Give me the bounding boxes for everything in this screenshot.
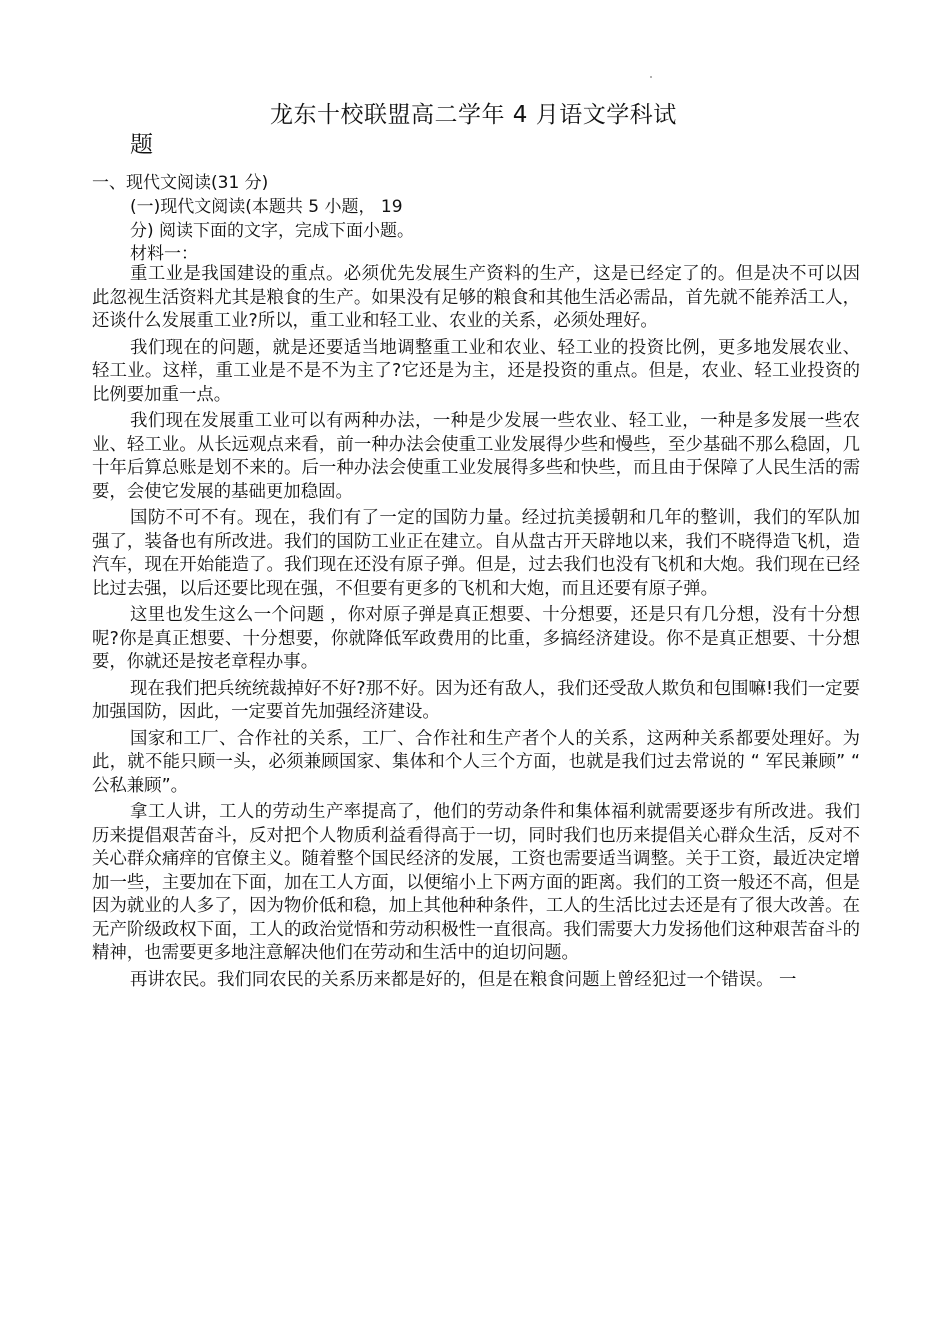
material-label: 材料一：: [130, 244, 198, 264]
paragraph-1: 重工业是我国建设的重点。必须优先发展生产资料的生产，这是已经定了的。但是决不可以因此忽视生活资料尤其是粮食的生产。如果没有足够的粮食和其他生活必需品，首先就不能养活工人，还谈什么发展重工业?所以，重工业和轻工业、农业的关系，必须处理好。: [92, 264, 860, 331]
scan-dot: [650, 76, 652, 78]
paragraph-4: 国防不可不有。现在，我们有了一定的国防力量。经过抗美援朝和几年的整训，我们的军队加强了，装备也有所改进。我们的国防工业正在建立。自从盘古开天辟地以来，我们不晓得造飞机，造汽车，现在开始能造了。我们现在还没有原子弹。但是，过去我们也没有飞机和大炮。我们现在已经比过去强，以后还要比现在强，不但要有更多的飞机和大炮，而且还要有原子弹。: [92, 508, 860, 599]
paragraph-3: 我们现在发展重工业可以有两种办法，一种是少发展一些农业、轻工业，一种是多发展一些农业、轻工业。从长远观点来看，前一种办法会使重工业发展得少些和慢些，至少基础不那么稳固，几十年后算总账是划不来的。后一种办法会使重工业发展得多些和快些，而且由于保障了人民生活的需要，会使它发展的基础更加稳固。: [92, 411, 860, 502]
subsection-heading-line-1: (一)现代文阅读(本题共 5 小题， 19: [130, 197, 403, 217]
article-body: [92, 263, 860, 995]
paragraph-2: 我们现在的问题，就是还要适当地调整重工业和农业、轻工业的投资比例，更多地发展农业、轻工业。这样，重工业是不是不为主了?它还是为主，还是投资的重点。但是，农业、轻工业投资的比例要加重一点。: [92, 337, 860, 405]
document-title-line-2: 题: [130, 132, 153, 158]
subsection-heading-line-2: 分) 阅读下面的文字，完成下面小题。: [130, 221, 415, 241]
paragraph-5: 这里也发生这么一个问题 ，你对原子弹是真正想要、十分想要，还是只有几分想，没有十分想呢?你是真正想要、十分想要，你就降低军政费用的比重，多搞经济建设。你不是真正想要、十分想要，你就还是按老章程办事。: [92, 605, 860, 672]
paragraph-8: 拿工人讲，工人的劳动生产率提高了，他们的劳动条件和集体福利就需要逐步有所改进。我们历来提倡艰苦奋斗，反对把个人物质利益看得高于一切，同时我们也历来提倡关心群众生活，反对不关心群众痛痒的官僚主义。随着整个国民经济的发展，工资也需要适当调整。关于工资，最近决定增加一些，主要加在下面，加在工人方面，以便缩小上下两方面的距离。我们的工资一般还不高，但是因为就业的人多了，因为物价低和稳，加上其他种种条件，工人的生活比过去还是有了很大改善。在无产阶级政权下面，工人的政治觉悟和劳动积极性一直很高。我们需要大力发扬他们这种艰苦奋斗的精神，也需要更多地注意解决他们在劳动和生活中的迫切问题。: [92, 802, 860, 963]
paragraph-7: 国家和工厂、合作社的关系，工厂、合作社和生产者个人的关系，这两种关系都要处理好。为此，就不能只顾一头，必须兼顾国家、集体和个人三个方面，也就是我们过去常说的 “ 军民兼顾” “ 公私兼顾”。: [92, 728, 860, 796]
section-heading: 一、现代文阅读(31 分): [92, 173, 269, 193]
paragraph-6: 现在我们把兵统统裁掉好不好?那不好。因为还有敌人，我们还受敌人欺负和包围嘛!我们一定要加强国防，因此，一定要首先加强经济建设。: [92, 678, 860, 722]
document-title-line-1: 龙东十校联盟高二学年 4 月语文学科试: [270, 102, 677, 128]
paragraph-9: 再讲农民。我们同农民的关系历来都是好的，但是在粮食问题上曾经犯过一个错误。 一: [130, 969, 797, 990]
